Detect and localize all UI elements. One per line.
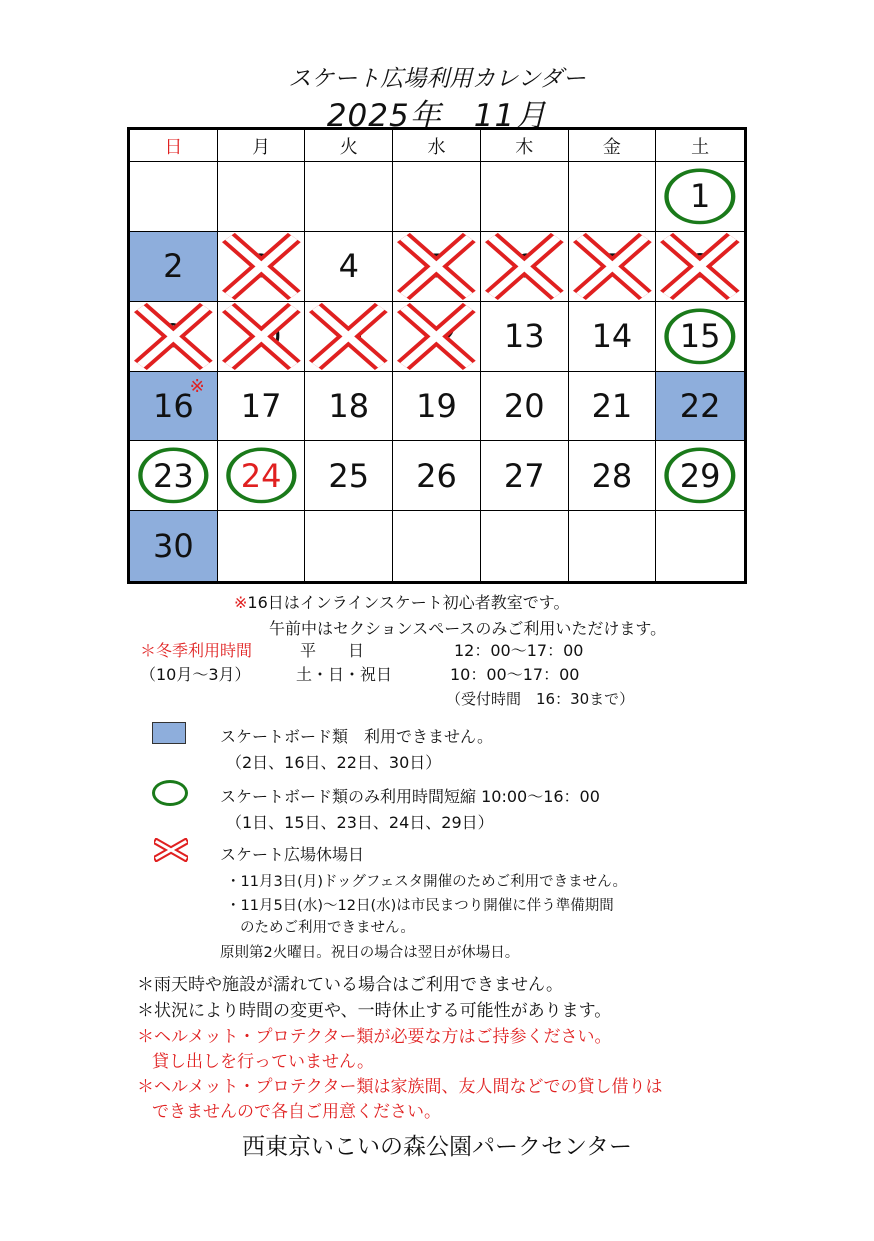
day-cell [656,372,744,442]
day-number: 7 [601,247,623,286]
day-number: 28 [591,456,633,495]
weekday-header: 月 [218,130,306,162]
day-number: 27 [503,456,545,495]
day-number: 5 [426,247,447,286]
day-cell [305,232,393,302]
day-cell [481,372,569,442]
day-number: 20 [503,386,545,425]
day-number: 9 [163,317,184,356]
day-cell [130,232,218,302]
note-line-1-text: 16日はインラインスケート初心者教室です。 [247,593,570,612]
note-asterisk: ※ [234,593,248,612]
day-cell [393,372,481,442]
weekend-label: 土・日・祝日 [296,665,393,684]
empty-cell [569,511,657,581]
day-cell [130,511,218,581]
legend-blue-text: スケートボード類 利用できません。 [220,727,493,746]
empty-cell [481,511,569,581]
weekday-hours: 12：00～17：00 [454,641,584,660]
day-number: 12 [416,317,457,356]
bottom-note-1: ＊雨天時や施設が濡れている場合はご利用できません。 [137,975,564,995]
day-cell [656,162,744,232]
day-number: 22 [679,386,721,425]
day-number: 17 [240,386,282,425]
weekday-header: 日 [130,130,218,162]
day-number: 3 [250,247,272,286]
legend-blue-square [152,722,186,744]
page-subtitle: 2025年 11月 [326,98,548,134]
legend-x-rule: 原則第2火曜日。祝日の場合は翌日が休場日。 [220,945,520,961]
legend-x-text: スケート広場休場日 [220,845,365,864]
note-line-2: 午前中はセクションスペースのみご利用いただけます。 [269,619,667,638]
note-line-1 [234,590,570,613]
day-cell [218,302,306,372]
legend-circle-dates: （1日、15日、23日、24日、29日） [226,813,494,832]
day-cell [569,441,657,511]
weekday-header: 土 [656,130,744,162]
day-number: 19 [416,386,457,425]
calendar [127,127,747,584]
day-number: 14 [591,317,633,356]
day-cell [569,232,657,302]
day-number: 18 [328,386,370,425]
empty-cell [218,162,306,232]
day-number: 21 [591,386,633,425]
legend-blue-dates: （2日、16日、22日、30日） [226,753,442,772]
day-cell [130,441,218,511]
weekday-header: 水 [393,130,481,162]
legend-x-note-2b: のためご利用できません。 [240,920,415,936]
day-cell [218,232,306,302]
day-cell [656,441,744,511]
day-number: 25 [328,456,370,495]
weekend-hours: 10：00～17：00 [450,665,580,684]
day-number: 4 [338,247,359,286]
legend-green-circle-icon [152,780,188,806]
page-title: スケート広場利用カレンダー [288,66,586,92]
calendar-grid [130,130,744,581]
empty-cell [305,511,393,581]
bottom-note-2: ＊状況により時間の変更や、一時休止する可能性があります。 [137,1001,612,1021]
empty-cell [656,511,744,581]
day-number: 30 [152,527,194,566]
bottom-note-4: 貸し出しを行っていません。 [152,1052,375,1072]
day-cell [305,372,393,442]
day-cell [130,302,218,372]
day-cell [656,302,744,372]
winter-hours-label: ＊冬季利用時間 [140,641,253,660]
day-number: 26 [416,456,457,495]
day-number: 13 [503,317,545,356]
day-number: 8 [689,247,711,286]
day-cell [218,372,306,442]
bottom-note-3: ＊ヘルメット・プロテクター類が必要な方はご持参ください。 [137,1027,612,1047]
legend-red-x-icon [154,838,188,862]
bottom-note-5: ＊ヘルメット・プロテクター類は家族間、友人間などでの貸し借りは [137,1077,663,1097]
day-number: 29 [679,456,721,495]
legend-circle-text: スケートボード類のみ利用時間短縮 10:00～16：00 [220,787,600,806]
empty-cell [130,162,218,232]
weekday-label: 平 日 [300,641,365,660]
day-cell [481,232,569,302]
day-cell [393,232,481,302]
day-cell [305,441,393,511]
legend-x-note-1: ・11月3日(月)ドッグフェスタ開催のためご利用できません。 [226,874,628,890]
empty-cell [218,511,306,581]
day-number: 23 [152,456,194,495]
winter-period: （10月～3月） [140,665,251,684]
day-cell [393,302,481,372]
day-number: 2 [163,247,184,286]
day-cell [481,302,569,372]
day-number: 11 [328,317,370,356]
day-cell [656,232,744,302]
day-number: 10 [240,317,282,356]
day-number: 6 [514,247,535,286]
empty-cell [305,162,393,232]
weekday-header: 金 [569,130,657,162]
day-number: 1 [689,177,711,216]
day-cell [481,441,569,511]
day-number: 15 [679,317,721,356]
day-cell [393,441,481,511]
day-cell [218,441,306,511]
weekday-header: 火 [305,130,393,162]
weekday-header: 木 [481,130,569,162]
legend-x-note-2a: ・11月5日(水)～12日(水)は市民まつり開催に伴う準備期間 [226,898,614,914]
day-cell [569,372,657,442]
day-cell [305,302,393,372]
empty-cell [393,511,481,581]
reception-time: （受付時間 16：30まで） [446,690,635,708]
footer-organization: 西東京いこいの森公園パークセンター [241,1134,633,1160]
bottom-note-6: できませんので各自ご用意ください。 [152,1102,441,1122]
empty-cell [569,162,657,232]
day-cell [130,372,218,442]
empty-cell [393,162,481,232]
day-number: 24 [240,456,282,495]
empty-cell [481,162,569,232]
day-number: 16 [152,386,194,425]
day-cell [569,302,657,372]
asterisk-mark: ※ [189,375,205,397]
